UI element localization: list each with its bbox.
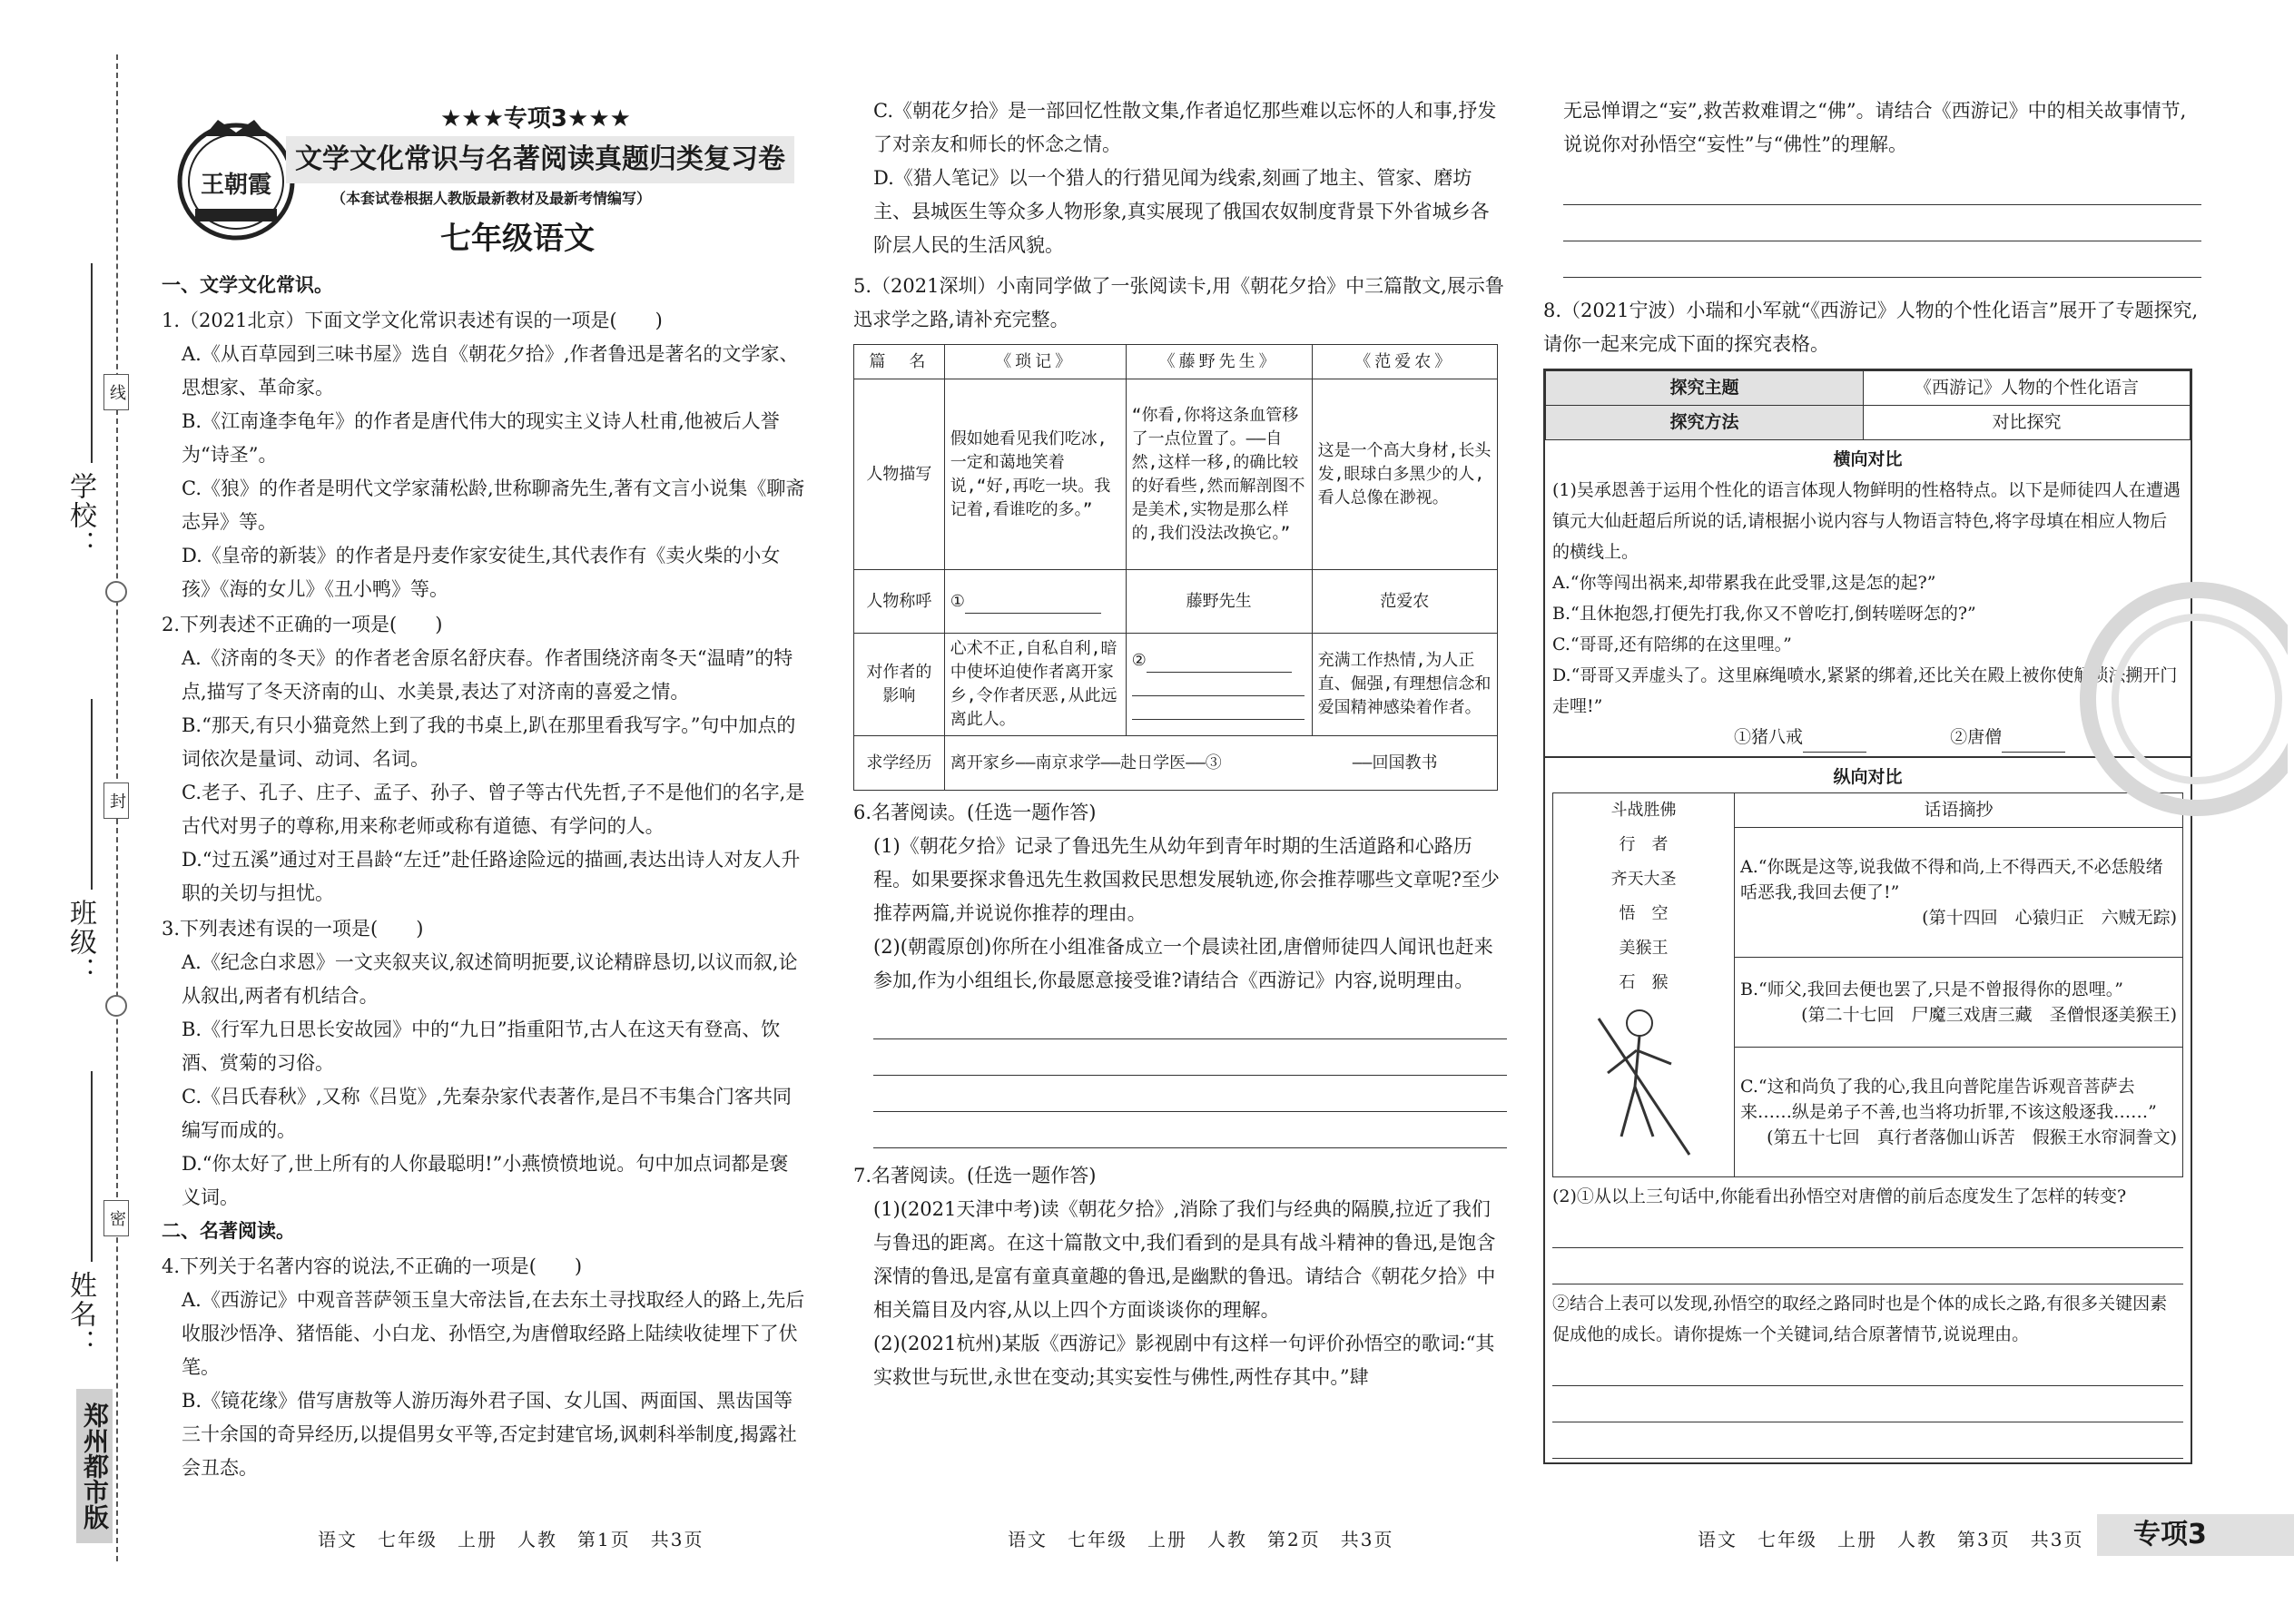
table-cell: “你看,你将这条血管移了一点位置了。——自然,这样一移,的确比较的好看些,然而解剖图不是美术,实物是那么样的,我们没法改换它。” bbox=[1126, 379, 1312, 570]
exam-note: （本套试卷根据人教版最新教材及最新考情编写） bbox=[331, 190, 652, 207]
row-label: 对作者的影响 bbox=[854, 634, 945, 736]
question-1: 1.（2021北京）下面文学文化常识表述有误的一项是( ) bbox=[162, 310, 663, 331]
answer-blank-2[interactable]: ② bbox=[1126, 634, 1312, 736]
q7-part-2: (2)(2021杭州)某版《西游记》影视剧中有这样一句评价孙悟空的歌词:“其实救世与玩世,永世在变动;其实妄性与佛性,两性存其中。”肆 bbox=[873, 1333, 1495, 1388]
watermark-seal-icon bbox=[2070, 581, 2288, 817]
quote-header: 话语摘抄 bbox=[1735, 793, 2183, 828]
name-field[interactable] bbox=[91, 1071, 93, 1262]
answer-blank-1[interactable]: ① bbox=[944, 570, 1126, 634]
table-cell: 充满工作热情,为人正直、倔强,有理想信念和爱国精神感染着作者。 bbox=[1312, 634, 1497, 736]
series-title: ★★★专项3★★★ bbox=[440, 105, 631, 133]
binding-mark-feng: 封 bbox=[103, 782, 129, 819]
edition-badge: 郑州都市版 bbox=[76, 1389, 113, 1543]
q8-part-2b: ②结合上表可以发现,孙悟空的取经之路同时也是个体的成长之路,有很多关键因素促成他的成长。请你提炼一个关键词,结合原著情节,说说理由。 bbox=[1552, 1294, 2168, 1344]
vertical-title: 纵向对比 bbox=[1833, 767, 1903, 787]
column-2 bbox=[853, 94, 1507, 1394]
row-label: 人物称呼 bbox=[854, 570, 945, 634]
page-footer-3: 语文 七年级 上册 人教 第3页 共3页 bbox=[1698, 1529, 2084, 1550]
method-value: 对比探究 bbox=[1864, 406, 2191, 440]
inquiry-table bbox=[1543, 369, 2192, 1464]
name-item: 石 猴 bbox=[1619, 973, 1669, 992]
question-2: 2.下列表述不正确的一项是( ) bbox=[162, 614, 443, 635]
binding-hole-icon bbox=[105, 581, 127, 603]
horizontal-option-c: C.“哥哥,还有陪绑的在这里哩。” bbox=[1552, 635, 1792, 655]
q2-option-d: D.“过五溪”通过对王昌龄“左迁”赴任路途险远的描画,表达出诗人对友人升职的关切与担忧。 bbox=[182, 849, 801, 904]
reading-card-table bbox=[853, 344, 1498, 791]
q1-option-a: A.《从百草园到三味书屋》选自《朝花夕拾》,作者鲁迅是著名的文学家、思想家、革命家。 bbox=[182, 343, 799, 399]
quote-b: B.“师父,我回去便也罢了,只是不曾报得你的恩哩。” (第二十七回 尸魔三戏唐三藏 圣僧恨逐美猴王) bbox=[1735, 957, 2183, 1048]
q2-option-c: C.老子、孔子、庄子、孟子、孙子、曾子等古代先哲,子不是他们的名字,是古代对男子的尊称,用来称老师或称有道德、有学问的人。 bbox=[182, 782, 805, 837]
table-header: 《藤野先生》 bbox=[1126, 345, 1312, 379]
q2-option-a: A.《济南的冬天》的作者老舍原名舒庆春。作者围绕济南冬天“温晴”的特点,描写了冬天济南的山、水美景,表达了对济南的喜爱之情。 bbox=[182, 647, 793, 703]
svg-text:王朝霞: 王朝霞 bbox=[200, 172, 272, 199]
table-cell: 范爱农 bbox=[1312, 570, 1497, 634]
logo-seal-icon bbox=[168, 109, 304, 245]
q7-answer-area[interactable] bbox=[1563, 169, 2201, 278]
vertical-compare bbox=[1545, 758, 2191, 1462]
topic-value: 《西游记》人物的个性化语言 bbox=[1864, 371, 2191, 406]
section-heading: 二、名著阅读。 bbox=[162, 1220, 295, 1242]
table-cell: 心术不正,自私自利,暗中使坏迫使作者离开家乡,令作者厌恶,从此远离此人。 bbox=[944, 634, 1126, 736]
horizontal-option-a: A.“你等闯出祸来,却带累我在此受罪,这是怎的起?” bbox=[1552, 573, 1936, 593]
q1-option-b: B.《江南逢李龟年》的作者是唐代伟大的现实主义诗人杜甫,他被后人誉为“诗圣”。 bbox=[182, 410, 780, 466]
q3-option-c: C.《吕氏春秋》,又称《吕览》,先秦杂家代表著作,是吕不韦集合门客共同编写而成的。 bbox=[182, 1086, 793, 1141]
name-item: 齐天大圣 bbox=[1610, 870, 1677, 889]
name-item: 美猴王 bbox=[1619, 939, 1669, 958]
row-label: 人物描写 bbox=[854, 379, 945, 570]
corner-tag: 专项3 bbox=[2097, 1514, 2294, 1556]
q3-option-b: B.《行军九日思长安故园》中的“九日”指重阳节,古人在这天有登高、饮酒、赏菊的习俗。 bbox=[182, 1019, 781, 1074]
question-7: 7.名著阅读。(任选一题作答) bbox=[853, 1165, 1097, 1186]
question-8: 8.（2021宁波）小瑞和小军就“《西游记》人物的个性化语言”展开了专题探究,请你一起来完成下面的探究表格。 bbox=[1543, 300, 2199, 355]
binding-strip bbox=[0, 0, 159, 1624]
q3-option-a: A.《纪念白求恩》一文夹叙夹议,叙述简明扼要,议论精辟恳切,以议而叙,论从叙出,两者有机结合。 bbox=[182, 951, 798, 1007]
column-1 bbox=[162, 269, 806, 1485]
q3-option-d: D.“你太好了,世上所有的人你最聪明!”小燕愤愤地说。句中加点词都是褒义词。 bbox=[182, 1153, 789, 1208]
monkey-king-icon bbox=[1590, 1000, 1698, 1164]
school-label: 学校： bbox=[64, 472, 96, 559]
table-header: 《范爱农》 bbox=[1312, 345, 1497, 379]
q4-option-c: C.《朝花夕拾》是一部回忆性散文集,作者追忆那些难以忘怀的人和事,抒发了对亲友和师长的怀念之情。 bbox=[873, 100, 1497, 155]
q8-answer-area-b[interactable] bbox=[1552, 1350, 2183, 1459]
name-item: 斗战胜佛 bbox=[1610, 801, 1677, 820]
q6-part-2: (2)(朝霞原创)你所在小组准备成立一个晨读社团,唐僧师徒四人闻讯也赶来参加,作为小组组长,你最愿意接受谁?请结合《西游记》内容,说明理由。 bbox=[873, 936, 1493, 991]
name-label: 姓名： bbox=[64, 1271, 96, 1358]
class-label: 班级： bbox=[64, 899, 96, 986]
q8-part-2a: (2)①从以上三句话中,你能看出孙悟空对唐僧的前后态度发生了怎样的转变? bbox=[1552, 1186, 2127, 1206]
q7-part-1: (1)(2021天津中考)读《朝花夕拾》,消除了我们与经典的隔膜,拉近了我们与鲁迅的距离。在这十篇散文中,我们看到的是具有战斗精神的鲁迅,是饱含深情的鲁迅,是富有童真童趣的鲁迅,是幽默的鲁迅。请结合《朝花夕拾》中相关篇目及内容,从以上四个方面谈谈你的理解。 bbox=[873, 1198, 1496, 1321]
question-6: 6.名著阅读。(任选一题作答) bbox=[853, 802, 1097, 823]
name-item: 行 者 bbox=[1619, 835, 1669, 854]
horizontal-option-d: D.“哥哥又弄虚头了。这里麻绳喷水,紧紧的绑着,还比关在殿上被你使解锁法搠开门走哩!” bbox=[1552, 665, 2178, 716]
name-item: 悟 空 bbox=[1619, 904, 1669, 923]
horizontal-option-b: B.“且休抱怨,打便先打我,你又不曾吃打,倒转嗟呀怎的?” bbox=[1552, 604, 1976, 624]
binding-hole-icon bbox=[105, 995, 127, 1017]
row-label: 求学经历 bbox=[854, 736, 945, 791]
q6-part-1: (1)《朝花夕拾》记录了鲁迅先生从幼年到青年时期的生活道路和心路历程。如果要探求鲁迅先生救国救民思想发展轨迹,你会推荐哪些文章呢?至少推荐两篇,并说说你推荐的理由。 bbox=[873, 835, 1500, 924]
name-list bbox=[1553, 793, 1735, 1177]
class-field[interactable] bbox=[91, 699, 93, 890]
horizontal-answers[interactable]: ①猪八戒 ②唐僧 bbox=[1552, 722, 2183, 753]
section-heading: 一、文学文化常识。 bbox=[162, 274, 333, 296]
q4-option-a: A.《西游记》中观音菩萨领玉皇大帝法旨,在去东土寻找取经人的路上,先后收服沙悟净、猪悟能、小白龙、孙悟空,为唐僧取经路上陆续收徒埋下了伏笔。 bbox=[182, 1289, 805, 1378]
q1-option-d: D.《皇帝的新装》的作者是丹麦作家安徒生,其代表作有《卖火柴的小女孩》《海的女儿》《丑小鸭》等。 bbox=[182, 545, 781, 600]
q6-answer-area[interactable] bbox=[873, 1003, 1507, 1148]
table-cell: 假如她看见我们吃冰,一定和蔼地笑着说,“好,再吃一块。我记着,看谁吃的多。” bbox=[944, 379, 1126, 570]
table-cell: 这是一个高大身材,长头发,眼球白多黑少的人,看人总像在渺视。 bbox=[1312, 379, 1497, 570]
answer-blank-3[interactable]: 离开家乡——南京求学——赴日学医——③ ——回国教书 bbox=[944, 736, 1497, 791]
topic-label: 探究主题 bbox=[1546, 371, 1864, 406]
page-footer-1: 语文 七年级 上册 人教 第1页 共3页 bbox=[318, 1529, 704, 1550]
table-cell: 藤野先生 bbox=[1126, 570, 1312, 634]
q7-part-2-cont: 无忌惮谓之“妄”,救苦救难谓之“佛”。请结合《西游记》中的相关故事情节,说说你对孙悟空“妄性”与“佛性”的理解。 bbox=[1563, 100, 2187, 155]
horizontal-title: 横向对比 bbox=[1833, 449, 1903, 469]
binding-mark-mi: 密 bbox=[103, 1200, 129, 1236]
grade-subject: 七年级语文 bbox=[440, 221, 595, 257]
question-5: 5.（2021深圳）小南同学做了一张阅读卡,用《朝花夕拾》中三篇散文,展示鲁迅求学之路,请补充完整。 bbox=[853, 275, 1504, 330]
q8-answer-area-a[interactable] bbox=[1552, 1212, 2183, 1284]
question-3: 3.下列表述有误的一项是( ) bbox=[162, 918, 424, 940]
page-footer-2: 语文 七年级 上册 人教 第2页 共3页 bbox=[1008, 1529, 1394, 1550]
exam-title: 文学文化常识与名著阅读真题归类复习卷 bbox=[286, 136, 794, 183]
q2-option-b: B.“那天,有只小猫竟然上到了我的书桌上,趴在那里看我写字。”句中加点的词依次是量词、动词、名词。 bbox=[182, 714, 796, 770]
method-label: 探究方法 bbox=[1546, 406, 1864, 440]
school-field[interactable] bbox=[91, 263, 93, 463]
q4-option-d: D.《猎人笔记》以一个猎人的行猎见闻为线索,刻画了地主、管家、磨坊主、县城医生等众多人物形象,真实展现了俄国农奴制度背景下外省城乡各阶层人民的生活风貌。 bbox=[873, 167, 1490, 256]
quote-c: C.“这和尚负了我的心,我且向普陀崖告诉观音菩萨去来……纵是弟子不善,也当将功折罪,不该这般逐我……” (第五十七回 真行者落伽山诉苦 假猴王水帘洞誊文) bbox=[1735, 1048, 2183, 1177]
binding-mark-xian: 线 bbox=[103, 374, 129, 410]
quote-a: A.“你既是这等,说我做不得和尚,上不得西天,不必恁般绪咶恶我,我回去便了!” (第十四回 心猿归正 六贼无踪) bbox=[1735, 828, 2183, 958]
table-header: 《琐记》 bbox=[944, 345, 1126, 379]
question-4: 4.下列关于名著内容的说法,不正确的一项是( ) bbox=[162, 1255, 583, 1277]
q1-option-c: C.《狼》的作者是明代文学家蒲松龄,世称聊斋先生,著有文言小说集《聊斋志异》等。 bbox=[182, 477, 805, 533]
q4-option-b: B.《镜花缘》借写唐敖等人游历海外君子国、女儿国、两面国、黑齿国等三十余国的奇异经历,以提倡男女平等,否定封建官场,讽刺科举制度,揭露社会丑态。 bbox=[182, 1390, 797, 1479]
table-header: 篇 名 bbox=[854, 345, 945, 379]
horizontal-text: (1)吴承恩善于运用个性化的语言体现人物鲜明的性格特点。以下是师徒四人在遭遇镇元大仙赶超后所说的话,请根据小说内容与人物语言特色,将字母填在相应人物后的横线上。 bbox=[1552, 480, 2181, 562]
exam-header bbox=[168, 100, 794, 263]
